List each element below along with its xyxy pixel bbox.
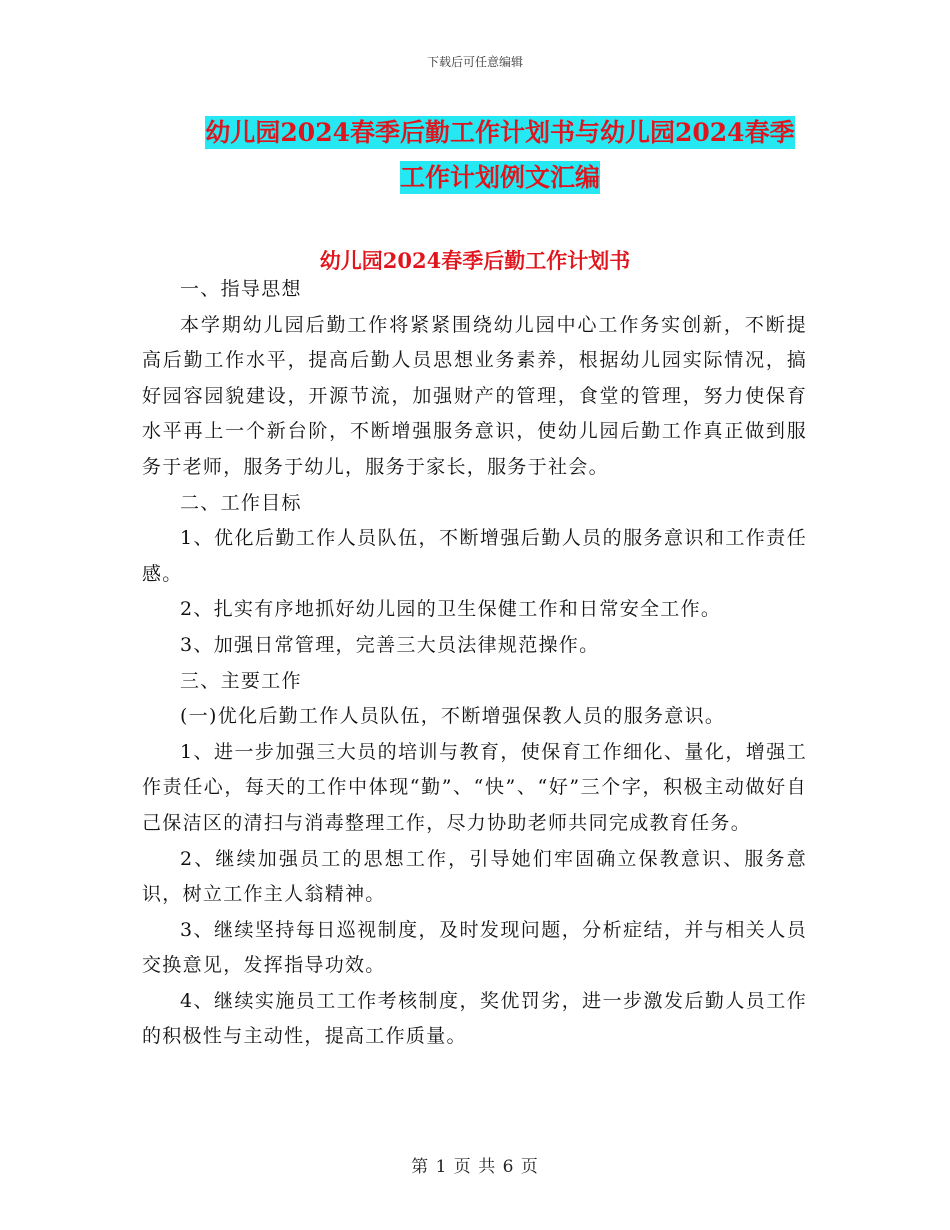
work-item-1: 1、进一步加强三大员的培训与教育，使保育工作细化、量化，增强工作责任心，每天的工作中体现“勤”、“快”、“好”三个字，积极主动做好自己保洁区的清扫与消毒整理工作，尽力协助老师共同完成教育任务。: [142, 740, 807, 834]
goal-item-3: 3、加强日常管理，完善三大员法律规范操作。: [180, 633, 600, 656]
work-item-2: 2、继续加强员工的思想工作，引导她们牢固确立保教意识、服务意识，树立工作主人翁精神。: [142, 847, 807, 906]
document-body: [142, 272, 807, 1055]
work-item-4: 4、继续实施员工工作考核制度，奖优罚劣，进一步激发后勤人员工作的积极性与主动性，提高工作质量。: [142, 989, 807, 1048]
document-title: [198, 110, 802, 200]
goal-item-1: 1、优化后勤工作人员队伍，不断增强后勤人员的服务意识和工作责任感。: [142, 527, 807, 585]
section-title: 幼儿园2024春季后勤工作计划书: [319, 248, 631, 273]
document-title-text: 幼儿园2024春季后勤工作计划书与幼儿园2024春季工作计划例文汇编: [205, 118, 795, 192]
heading-main-work: 三、主要工作: [180, 669, 302, 692]
heading-work-goals: 二、工作目标: [180, 491, 302, 514]
subheading-optimize-staff: (一)优化后勤工作人员队伍，不断增强保教人员的服务意识。: [180, 705, 726, 728]
page-number-footer: 第 1 页 共 6 页: [411, 1157, 539, 1177]
header-note: 下载后可任意编辑: [426, 55, 523, 69]
goal-item-2: 2、扎实有序地抓好幼儿园的卫生保健工作和日常安全工作。: [180, 598, 722, 621]
work-item-3: 3、继续坚持每日巡视制度，及时发现问题，分析症结，并与相关人员交换意见，发挥指导功效。: [142, 918, 807, 977]
paragraph-guiding-ideology: 本学期幼儿园后勤工作将紧紧围绕幼儿园中心工作务实创新，不断提高后勤工作水平，提高后勤人员思想业务素养，根据幼儿园实际情况，搞好园容园貌建设，开源节流，加强财产的管理，食堂的管理，努力使保育水平再上一个新台阶，不断增强服务意识，使幼儿园后勤工作真正做到服务于老师，服务于幼儿，服务于家长，服务于社会。: [142, 313, 807, 478]
heading-guiding-ideology: 一、指导思想: [180, 278, 302, 300]
